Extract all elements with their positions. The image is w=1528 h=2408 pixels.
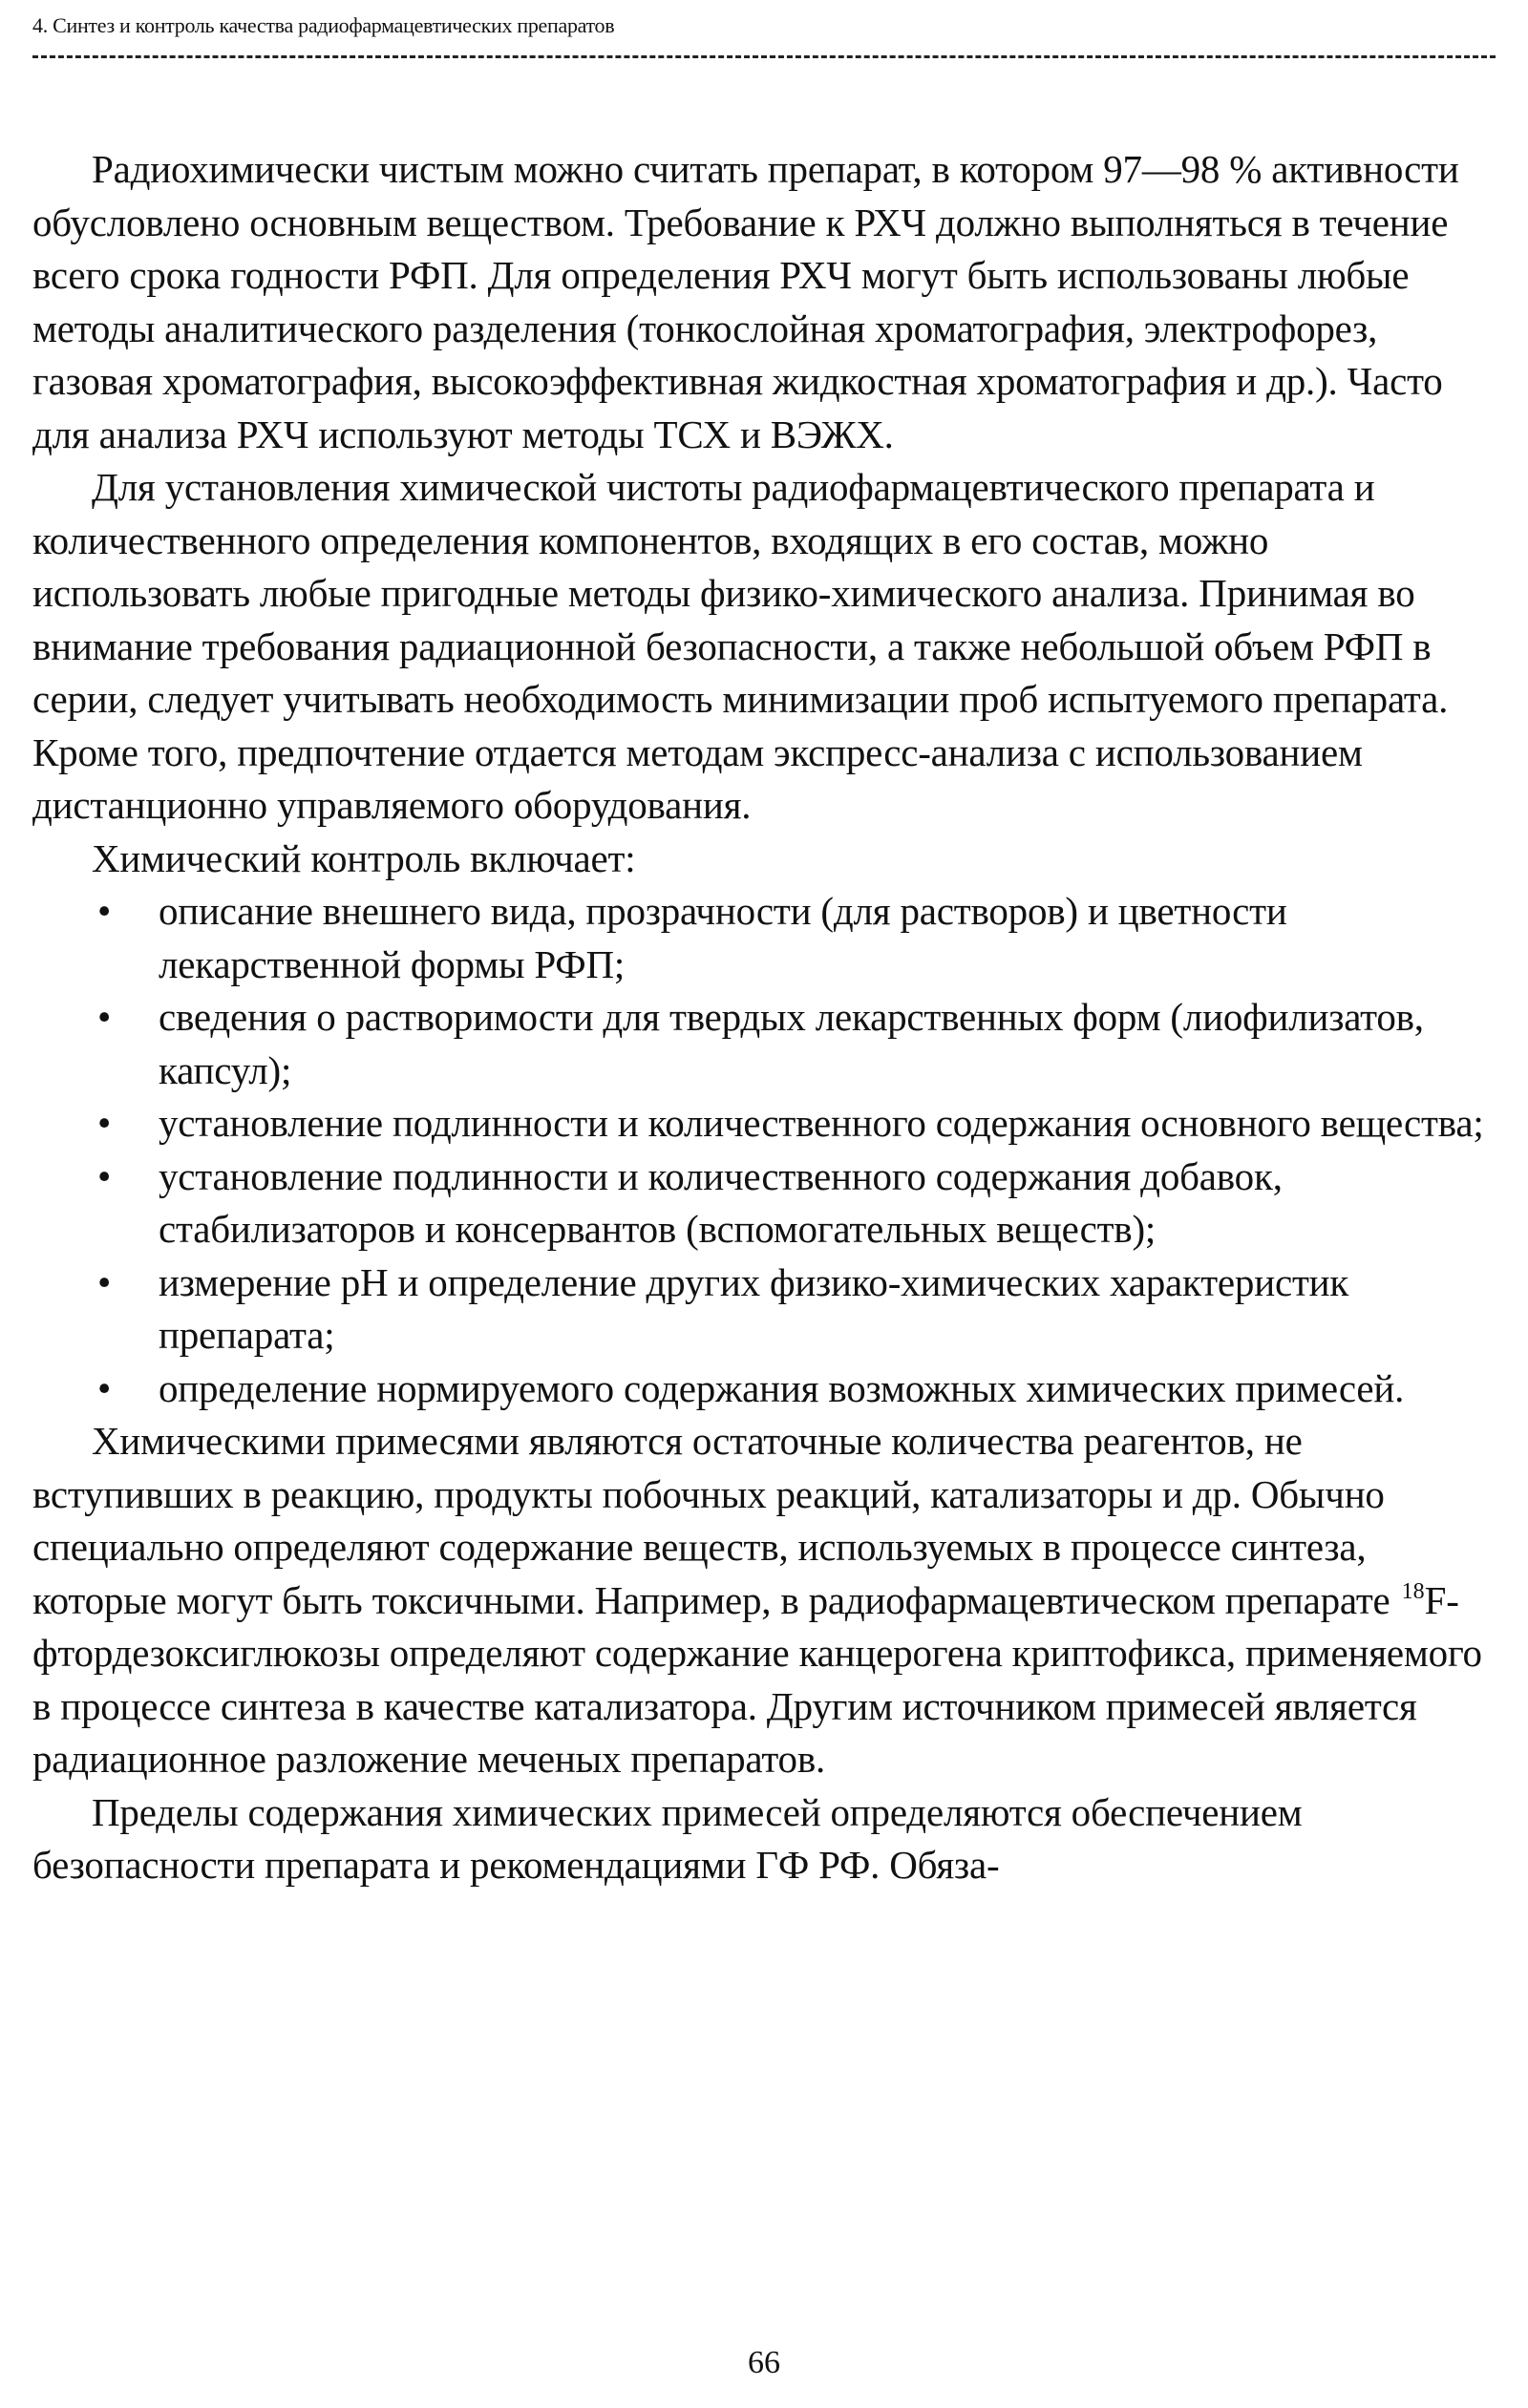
list-item [32,1097,1494,1151]
paragraph-radiochemical-purity: Радиохимически чистым можно считать препарат, в котором 97—98 % активности обусловлено основным веществом. Требование к РХЧ должно выполняться в течение всего срока годности РФП. Для определения РХЧ могут быть использованы любые методы аналитического разделения (тонкослойная хроматография, электрофорез, газовая хроматография, высокоэффективная жидкостная хроматография и др.). Часто для анализа РХЧ используют методы ТСХ и ВЭЖХ. [32,147,1459,456]
list-item-text: определение нормируемого содержания возможных химических примесей. [159,1365,1405,1410]
page-number: 66 [748,2345,780,2380]
list-item-text: измерение pH и определение других физико-химических характеристик препарата; [159,1259,1349,1357]
list-item [32,991,1494,1097]
running-header: 4. Синтез и контроль качества радиофармацевтических препаратов [32,13,615,37]
list-item-text: описание внешнего вида, прозрачности (для растворов) и цветности лекарственной формы РФП; [159,889,1287,986]
paragraph-chemical-purity: Для установления химической чистоты радиофармацевтического препарата и количественного определения компонентов, входящих в его состав, можно использовать любые пригодные методы физико-химического анализа. Принимая во внимание требования радиационной безопасности, а также небольшой объем РФП в серии, следует учитывать необходимость минимизации проб испытуемого препарата. Кроме того, предпочтение отдается методам экспресс-анализа с использованием дистанционно управляемого оборудования. [32,465,1449,827]
header-dashed-rule [32,55,1496,58]
bullet-icon: • [97,1365,112,1410]
impurities-text-start: Химическими примесями являются остаточные количества реагентов, не вступивших в реакцию, продукты побочных реакций, катализаторы и др. Обычно специально определяют содержание веществ, используемых в процессе синтеза, которые могут быть токсичными. Например, в радиофармацевтическом препарате [32,1419,1390,1622]
list-item [32,1151,1494,1257]
bullet-icon: • [97,889,112,933]
isotope-mass-number: 18 [1401,1578,1425,1604]
bullet-icon: • [97,1259,112,1304]
list-item-text: установление подлинности и количественного содержания основного вещества; [159,1101,1484,1145]
paragraph-impurity-limits: Пределы содержания химических примесей определяются обеспечением безопасности препарата и рекомендациями ГФ РФ. Обяза- [32,1789,1303,1887]
bullet-icon: • [97,1153,112,1198]
bullet-icon: • [97,1101,112,1145]
bullet-icon: • [97,995,112,1039]
list-item-text: сведения о растворимости для твердых лекарственных форм (лиофилизатов, капсул); [159,995,1424,1092]
list-item [32,1257,1494,1362]
list-item [32,1362,1494,1416]
paragraph-chemical-control-intro: Химический контроль включает: [92,835,636,880]
paragraph-chemical-impurities [32,1415,1494,1786]
page-body [32,143,1494,1892]
list-item-text: установление подлинности и количественного содержания добавок, стабилизаторов и консервантов (вспомогательных веществ); [159,1153,1283,1251]
list-item [32,885,1494,991]
chemical-control-list [32,885,1494,1415]
impurities-text-end: F-фтордезоксиглюкозы определяют содержание канцерогена криптофикса, применяемого в процессе синтеза в качестве катализатора. Другим источником примесей является радиационное разложение меченых препаратов. [32,1577,1482,1781]
